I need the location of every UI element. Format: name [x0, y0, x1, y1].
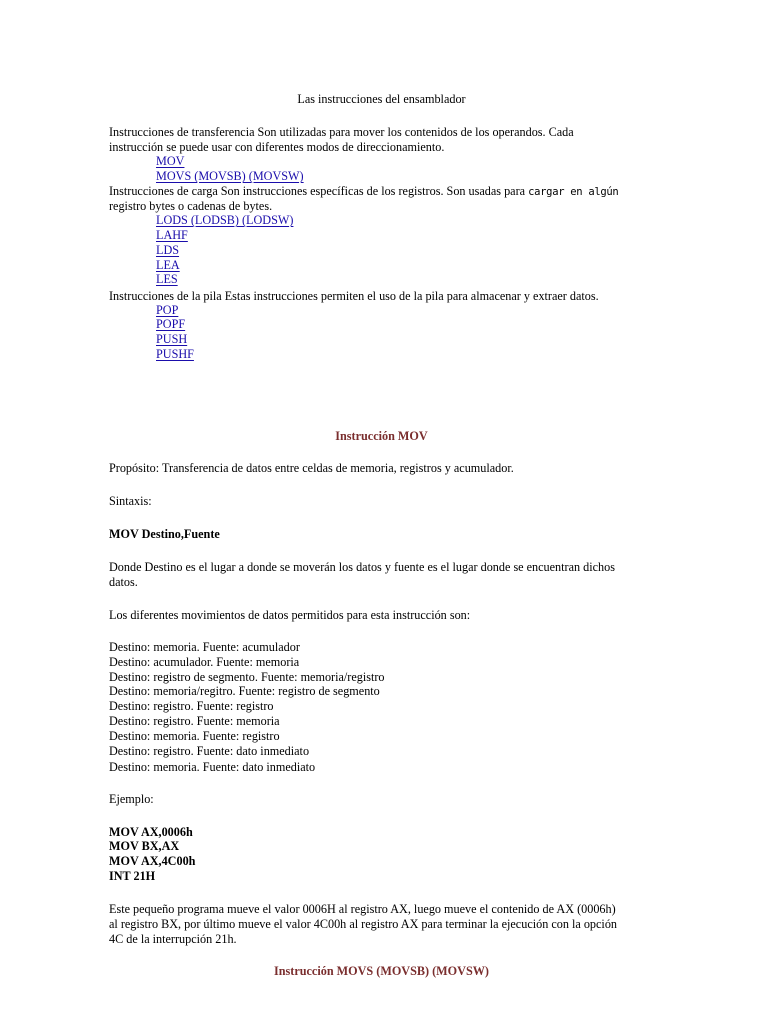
mov-explanation-line3: 4C de la interrupción 21h.: [109, 932, 237, 946]
code-line: MOV AX,4C00h: [109, 854, 196, 868]
load-paragraph-line2: registro bytes o cadenas de bytes.: [109, 199, 273, 213]
code-line: INT 21H: [109, 869, 156, 883]
link-push[interactable]: PUSH: [156, 332, 188, 346]
link-lods[interactable]: LODS (LODSB) (LODSW): [156, 213, 294, 227]
code-line: MOV AX,0006h: [109, 825, 193, 839]
move-item: Destino: memoria. Fuente: acumulador: [109, 640, 300, 654]
mov-explanation-line2: al registro BX, por último mueve el valor 4C00h al registro AX para terminar la ejecución con la opción: [109, 917, 618, 931]
link-pop[interactable]: POP: [156, 303, 179, 317]
mov-syntax: MOV Destino,Fuente: [109, 527, 220, 541]
link-lds[interactable]: LDS: [156, 243, 180, 257]
transfer-paragraph-line1: Instrucciones de transferencia Son utilizadas para mover los contenidos de los operandos. Cada: [109, 125, 574, 139]
mov-description-line1: Donde Destino es el lugar a donde se moverán los datos y fuente es el lugar donde se encuentran dichos: [109, 560, 615, 574]
link-movs[interactable]: MOVS (MOVSB) (MOVSW): [156, 169, 304, 183]
link-les[interactable]: LES: [156, 272, 178, 286]
transfer-paragraph-line2: instrucción se puede usar con diferentes modos de direccionamiento.: [109, 140, 445, 154]
link-popf[interactable]: POPF: [156, 317, 186, 331]
load-paragraph-text: Instrucciones de carga Son instrucciones específicas de los registros. Son usadas para: [109, 184, 526, 198]
load-paragraph-line1: [109, 184, 618, 200]
mov-allowed-intro: Los diferentes movimientos de datos permitidos para esta instrucción son:: [109, 608, 471, 622]
link-lea[interactable]: LEA: [156, 258, 180, 272]
load-paragraph-tail: cargar en algún: [528, 186, 619, 198]
mov-purpose: Propósito: Transferencia de datos entre celdas de memoria, registros y acumulador.: [109, 461, 514, 475]
link-mov[interactable]: MOV: [156, 154, 185, 168]
link-pushf[interactable]: PUSHF: [156, 347, 194, 361]
mov-example-label: Ejemplo:: [109, 792, 154, 806]
link-lahf[interactable]: LAHF: [156, 228, 188, 242]
move-item: Destino: memoria/regitro. Fuente: registro de segmento: [109, 684, 380, 698]
move-item: Destino: memoria. Fuente: registro: [109, 729, 280, 743]
mov-description-line2: datos.: [109, 575, 138, 589]
document-title: Las instrucciones del ensamblador: [297, 92, 466, 106]
mov-syntax-label: Sintaxis:: [109, 494, 152, 508]
stack-paragraph: Instrucciones de la pila Estas instrucciones permiten el uso de la pila para almacenar y extraer datos.: [109, 289, 599, 303]
move-item: Destino: registro. Fuente: dato inmediato: [109, 744, 310, 758]
code-line: MOV BX,AX: [109, 839, 180, 853]
movs-section-heading: Instrucción MOVS (MOVSB) (MOVSW): [274, 964, 489, 978]
move-item: Destino: acumulador. Fuente: memoria: [109, 655, 300, 669]
move-item: Destino: registro. Fuente: memoria: [109, 714, 280, 728]
move-item: Destino: registro. Fuente: registro: [109, 699, 274, 713]
mov-section-heading: Instrucción MOV: [335, 429, 428, 443]
move-item: Destino: memoria. Fuente: dato inmediato: [109, 760, 316, 774]
mov-explanation-line1: Este pequeño programa mueve el valor 0006H al registro AX, luego mueve el contenido de AX (0006h): [109, 902, 616, 916]
move-item: Destino: registro de segmento. Fuente: memoria/registro: [109, 670, 385, 684]
